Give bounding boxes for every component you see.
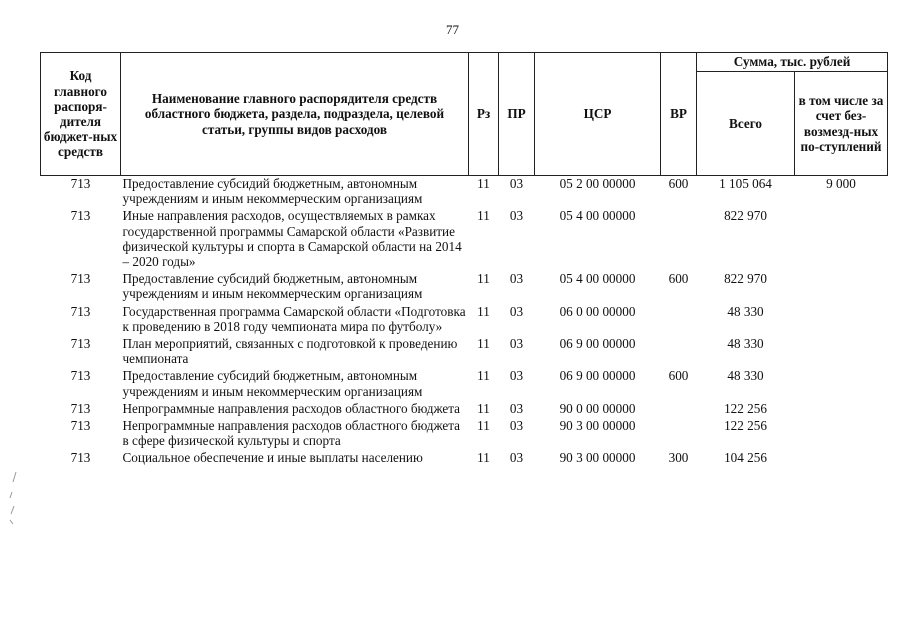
cell-free (795, 401, 888, 418)
header-rz: Рз (469, 53, 499, 176)
cell-free (795, 336, 888, 368)
cell-total: 1 105 064 (719, 176, 772, 191)
table-row (41, 208, 888, 271)
cell-code: 713 (70, 303, 91, 319)
header-sum: Сумма, тыс. рублей (697, 53, 888, 72)
cell-total: 48 330 (727, 303, 764, 319)
cell-csr: 06 9 00 00000 (559, 368, 636, 384)
cell-code: 713 (70, 418, 91, 434)
cell-vr: 600 (668, 368, 689, 384)
cell-name: Непрограммные направления расходов областного бюджета в сфере физической культуры и спорта (122, 418, 461, 449)
cell-code: 713 (70, 176, 91, 191)
cell-code: 713 (70, 368, 91, 384)
cell-pr: 03 (509, 450, 524, 466)
cell-vr: 600 (668, 271, 689, 287)
table-body (41, 176, 888, 468)
cell-rz: 11 (477, 368, 490, 384)
header-vr: ВР (661, 53, 697, 176)
cell-rz: 11 (477, 271, 490, 287)
cell-vr: 600 (668, 176, 689, 191)
cell-code: 713 (70, 450, 91, 466)
page-number: 77 (446, 22, 459, 37)
table-row (41, 336, 888, 368)
cell-rz: 11 (477, 450, 490, 466)
cell-free: 9 000 (826, 176, 856, 191)
cell-vr (661, 418, 697, 450)
table-row (41, 176, 888, 209)
cell-name: Иные направления расходов, осуществляемых в рамках государственной программы Самарской области «Развитие физической культуры и спорта в Самарской области на 2014 – 2020 годы» (122, 208, 462, 270)
cell-total: 122 256 (724, 418, 767, 434)
cell-free (795, 304, 888, 336)
table-row (41, 450, 888, 467)
cell-vr (661, 208, 697, 271)
cell-pr: 03 (509, 418, 524, 434)
cell-pr: 03 (509, 368, 524, 384)
cell-name: Непрограммные направления расходов областного бюджета (122, 400, 461, 416)
cell-name: Предоставление субсидий бюджетным, автономным учреждениям и иным некоммерческим организациям (122, 271, 423, 302)
header-free: в том числе за счет без-возмезд-ных по-ступлений (795, 72, 888, 176)
cell-csr: 06 0 00 00000 (559, 303, 636, 319)
cell-pr: 03 (509, 176, 524, 191)
cell-code: 713 (70, 336, 91, 352)
table-header (41, 53, 888, 176)
cell-vr: 300 (668, 450, 689, 466)
cell-pr: 03 (509, 400, 524, 416)
cell-rz: 11 (477, 418, 490, 434)
header-code: Код главного распоря-дителя бюджет-ных средств (41, 53, 121, 176)
header-pr: ПР (499, 53, 535, 176)
table-row (41, 271, 888, 303)
cell-vr (661, 401, 697, 418)
budget-table (40, 52, 888, 468)
cell-rz: 11 (477, 176, 490, 191)
table-row (41, 401, 888, 418)
cell-name: Предоставление субсидий бюджетным, автономным учреждениям и иным некоммерческим организациям (122, 368, 423, 399)
table-row (41, 418, 888, 450)
cell-pr: 03 (509, 336, 524, 352)
cell-pr: 03 (509, 271, 524, 287)
cell-csr: 06 9 00 00000 (559, 336, 636, 352)
cell-rz: 11 (477, 336, 490, 352)
scan-margin-mark (4, 468, 24, 528)
cell-csr: 90 0 00 00000 (559, 400, 636, 416)
cell-total: 822 970 (724, 271, 767, 287)
cell-free (795, 450, 888, 467)
cell-vr (661, 336, 697, 368)
cell-total: 104 256 (724, 450, 767, 466)
cell-rz: 11 (477, 303, 490, 319)
cell-csr: 90 3 00 00000 (559, 450, 636, 466)
cell-name: Государственная программа Самарской области «Подготовка к проведению в 2018 году чемпионата мира по футболу» (122, 303, 466, 334)
cell-total: 48 330 (727, 336, 764, 352)
table-row (41, 304, 888, 336)
cell-total: 822 970 (724, 208, 767, 224)
cell-free (795, 368, 888, 400)
cell-pr: 03 (509, 303, 524, 319)
cell-total: 48 330 (727, 368, 764, 384)
cell-csr: 05 4 00 00000 (559, 208, 636, 224)
cell-total: 122 256 (724, 400, 767, 416)
header-total: Всего (697, 72, 795, 176)
cell-csr: 05 4 00 00000 (559, 271, 636, 287)
cell-free (795, 271, 888, 303)
cell-free (795, 208, 888, 271)
cell-name: План мероприятий, связанных с подготовкой к проведению чемпионата (122, 336, 458, 367)
table-row (41, 368, 888, 400)
cell-code: 713 (70, 208, 91, 224)
cell-code: 713 (70, 400, 91, 416)
cell-csr: 05 2 00 00000 (559, 176, 636, 191)
cell-pr: 03 (509, 208, 524, 224)
cell-rz: 11 (477, 400, 490, 416)
cell-free (795, 418, 888, 450)
cell-name: Социальное обеспечение и иные выплаты населению (122, 450, 423, 466)
cell-name: Предоставление субсидий бюджетным, автономным учреждениям и иным некоммерческим организациям (122, 176, 423, 207)
cell-vr (661, 304, 697, 336)
cell-csr: 90 3 00 00000 (559, 418, 636, 434)
cell-rz: 11 (477, 208, 490, 224)
header-csr: ЦСР (535, 53, 661, 176)
cell-code: 713 (70, 271, 91, 287)
header-name: Наименование главного распорядителя средств областного бюджета, раздела, подраздела, целевой статьи, группы видов расходов (121, 53, 469, 176)
